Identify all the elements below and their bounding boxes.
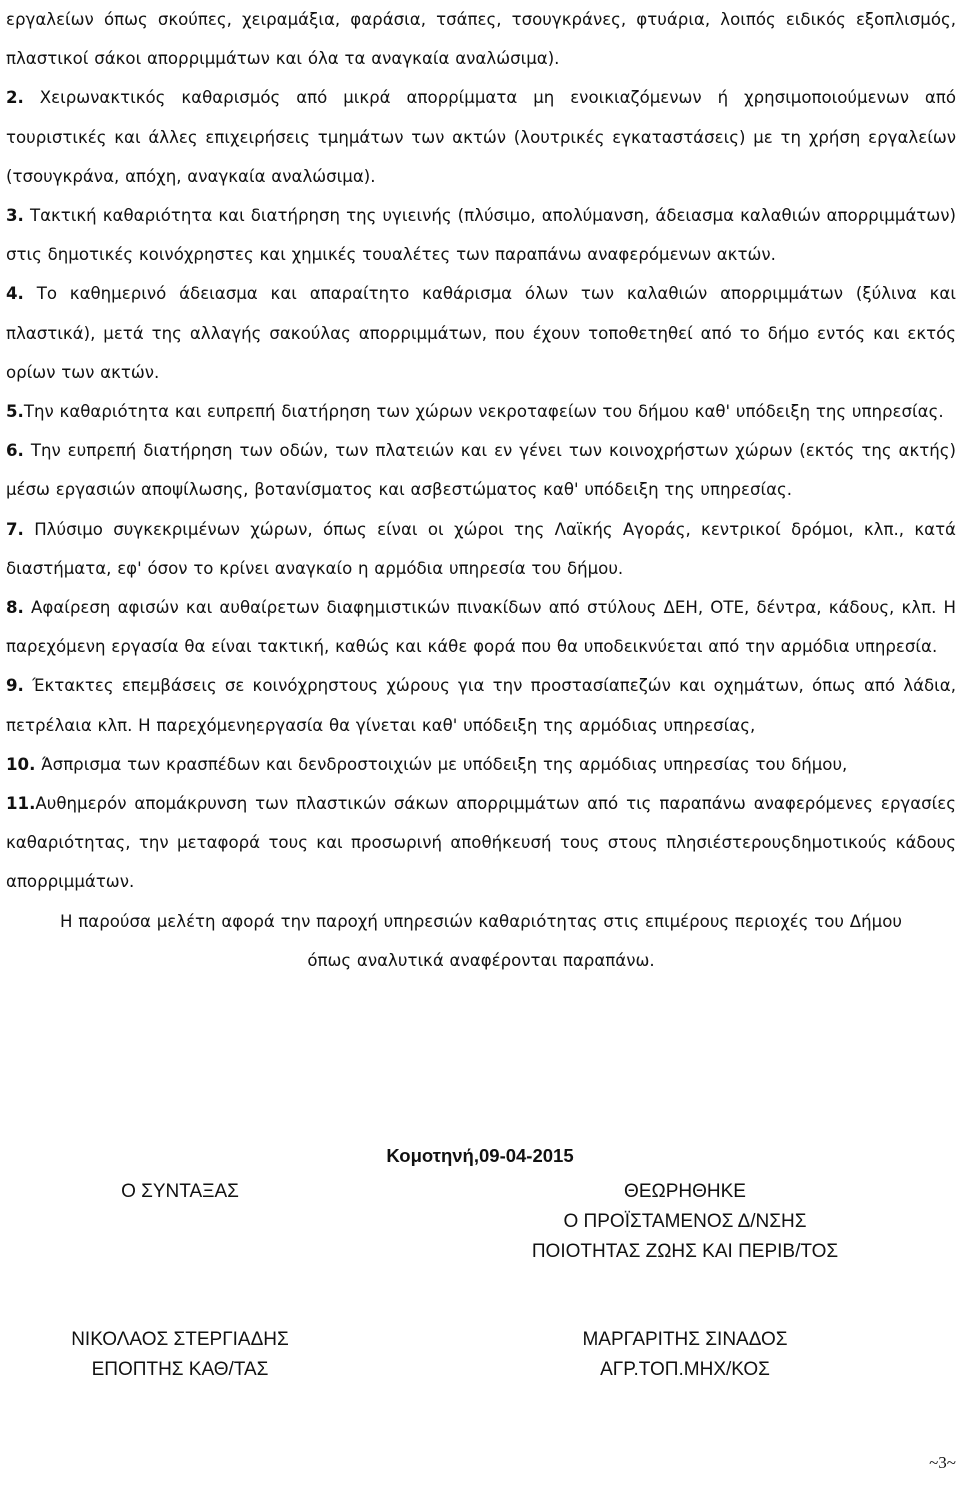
list-item (6, 78, 956, 196)
item-text: Έκτακτες επεμβάσεις σε κοινόχρηστους χώρους για την προστασίαπεζών και οχημάτων, όπως από λάδια, πετρέλαια κλπ. Η παρεχόμενηεργασία θα γίνεται καθ' υπόδειξη της αρμόδιας υπηρεσίας, (6, 676, 956, 735)
item-number: 9. (6, 676, 24, 696)
approver-signature (520, 1325, 850, 1385)
list-item (6, 745, 956, 784)
item-number: 4. (6, 284, 24, 304)
approver-department: ΠΟΙΟΤΗΤΑΣ ΖΩΗΣ ΚΑΙ ΠΕΡΙΒ/ΤΟΣ (531, 1241, 839, 1262)
approver-block (440, 1177, 930, 1267)
approver-role: ΑΓΡ.ΤΟΠ.ΜΗΧ/ΚΟΣ (600, 1359, 770, 1380)
list-item (6, 392, 956, 431)
document-date: Κομοτηνή,09-04-2015 (386, 1145, 574, 1166)
list-item (6, 588, 956, 666)
item-number: 2. (6, 88, 24, 108)
item-text: Αφαίρεση αφισών και αυθαίρετων διαφημιστικών πινακίδων από στύλους ΔΕΗ, ΟΤΕ, δέντρα, κάδους, κλπ. Η παρεχόμενη εργασία θα είναι τακτική, καθώς και κάθε φορά που θα υποδεικνύεται από την αρμόδια υπηρεσία. (6, 598, 956, 657)
closing-line-2: όπως αναλυτικά αναφέρονται παραπάνω. (307, 950, 655, 970)
document-body (6, 0, 956, 980)
item-text: Πλύσιμο συγκεκριμένων χώρων, όπως είναι οι χώροι της Λαϊκής Αγοράς, κεντρικοί δρόμοι, κλπ., κατά διαστήματα, εφ' όσον το κρίνει αναγκαίο η αρμόδια υπηρεσία του δήμου. (6, 519, 956, 578)
item-text: Την ευπρεπή διατήρηση των οδών, των πλατειών και εν γένει των κοινοχρήστων χώρων (εκτός της ακτής) μέσω εργασιών αποψίλωσης, βοτανίσματος και ασβεστώματος καθ' υπόδειξη της υπηρεσίας. (6, 441, 956, 500)
list-item (6, 510, 956, 588)
author-heading: Ο ΣΥΝΤΑΞΑΣ (121, 1181, 239, 1202)
author-signature (10, 1325, 350, 1385)
list-item (6, 784, 956, 902)
item-number: 10. (6, 754, 36, 774)
item-number: 3. (6, 206, 24, 226)
item-text: Τακτική καθαριότητα και διατήρηση της υγιεινής (πλύσιμο, απολύμανση, άδειασμα καλαθιών απορριμμάτων) στις δημοτικές κοινόχρηστες και χημικές τουαλέτες των παραπάνω αναφερόμενων ακτών. (6, 206, 956, 265)
item-number: 11. (6, 794, 36, 814)
item-number: 6. (6, 441, 24, 461)
item-text: Το καθημερινό άδειασμα και απαραίτητο καθάρισμα όλων των καλαθιών απορριμμάτων (ξύλινα και πλαστικά), μετά της αλλαγής σακούλας απορριμμάτων, που έχουν τοποθετηθεί από το δήμο εντός και εκτός ορίων των ακτών. (6, 284, 956, 382)
list-item (6, 196, 956, 274)
closing-line-1: Η παρούσα μελέτη αφορά την παροχή υπηρεσιών καθαριότητας στις επιμέρους περιοχές του Δήμου (60, 911, 902, 931)
list-item (6, 666, 956, 744)
item-number: 5. (6, 402, 24, 422)
approved-label: ΘΕΩΡΗΘΗΚΕ (624, 1181, 746, 1202)
item-text: Χειρωνακτικός καθαρισμός από μικρά απορρίμματα μη ενοικιαζόμενων ή χρησιμοποιούμενων από τουριστικές και άλλες επιχειρήσεις τμημάτων των ακτών (λουτρικές εγκαταστάσεις) με τη χρήση εργαλείων (τσουγκράνα, απόχη, αναγκαία αναλώσιμα). (6, 88, 956, 186)
list-item (6, 431, 956, 509)
item-text: Άσπρισμα των κρασπέδων και δενδροστοιχιών με υπόδειξη της αρμόδιας υπηρεσίας του δήμου, (41, 754, 848, 774)
list-item (6, 274, 956, 392)
item-number: 7. (6, 519, 24, 539)
author-role: ΕΠΟΠΤΗΣ ΚΑΘ/ΤΑΣ (91, 1359, 269, 1380)
item-number: 8. (6, 598, 24, 618)
author-name: ΝΙΚΟΛΑΟΣ ΣΤΕΡΓΙΑΔΗΣ (71, 1329, 289, 1350)
item-text: Αυθημερόν απομάκρυνση των πλαστικών σάκων απορριμμάτων από τις παραπάνω αναφερόμενες εργασίες καθαριότητας, την μεταφορά τους και προσωρινή αποθήκευσή τους στους πλησιέστερουςδημοτικούς κάδους απορριμμάτων. (6, 794, 956, 892)
approver-name: ΜΑΡΓΑΡΙΤΗΣ ΣΙΝΑΔΟΣ (582, 1329, 788, 1350)
item-text: Την καθαριότητα και ευπρεπή διατήρηση των χώρων νεκροταφείων του δήμου καθ' υπόδειξη της υπηρεσίας. (23, 402, 944, 422)
intro-paragraph: εργαλείων όπως σκούπες, χειραμάξια, φαράσια, τσάπες, τσουγκράνες, φτυάρια, λοιπός ειδικός εξοπλισμός, πλαστικοί σάκοι απορριμμάτων και όλα τα αναγκαία αναλώσιμα). (6, 10, 956, 69)
page-number: ~3~ (929, 1453, 956, 1472)
approver-title: Ο ΠΡΟΪΣΤΑΜΕΝΟΣ Δ/ΝΣΗΣ (563, 1211, 807, 1232)
